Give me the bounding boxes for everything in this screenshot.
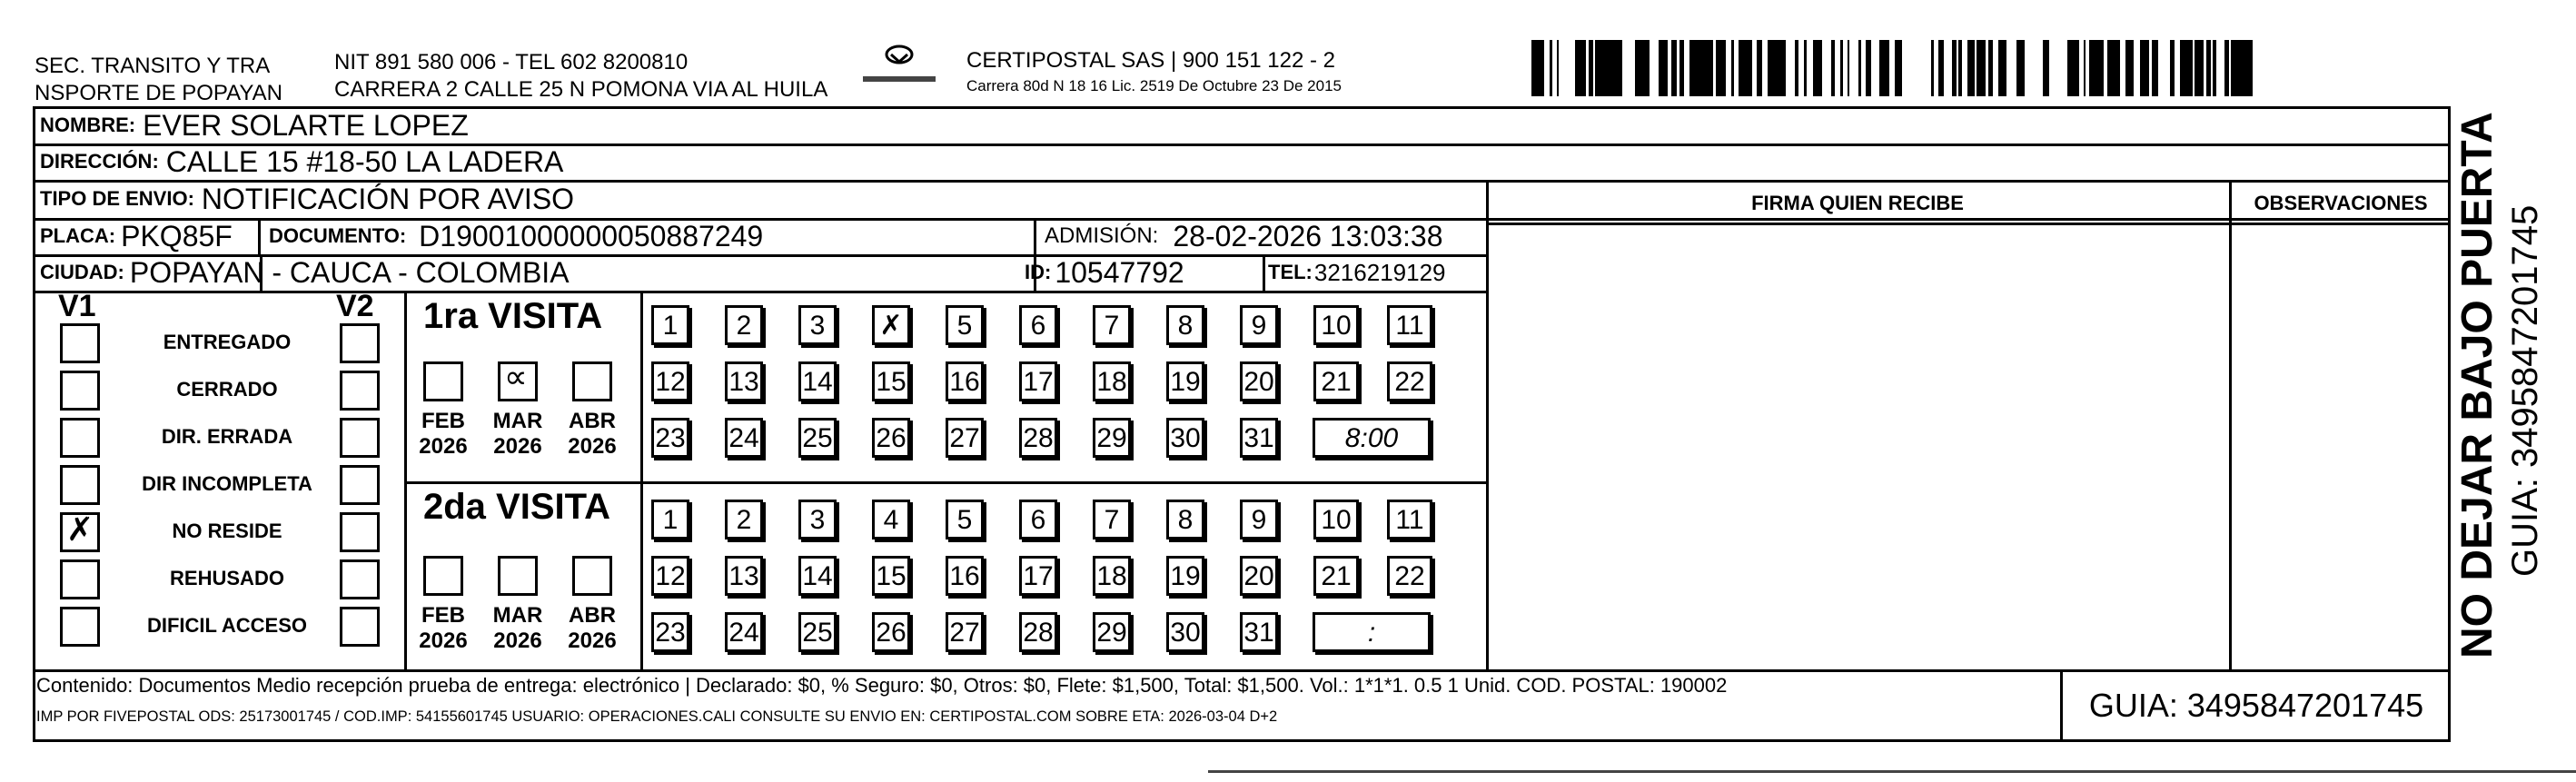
visit1-month-checkbox[interactable] <box>572 361 612 401</box>
visit1-month-name: FEB <box>421 409 465 433</box>
barcode-bar <box>2067 40 2071 96</box>
barcode-bar <box>2180 40 2185 96</box>
divider <box>258 218 261 254</box>
barcode-bar <box>1541 40 1544 96</box>
barcode-bar <box>2004 40 2006 96</box>
visit1-day-box[interactable]: 22 <box>1387 361 1432 401</box>
visit2-day-box[interactable]: 6 <box>1019 500 1057 539</box>
barcode-bar <box>1952 40 1957 96</box>
nombre-value: EVER SOLARTE LOPEZ <box>143 108 469 142</box>
barcode-bar <box>1868 40 1871 96</box>
barcode-bar <box>2076 40 2079 96</box>
visit1-day-box[interactable]: 13 <box>725 361 763 401</box>
barcode-bar <box>2022 40 2025 96</box>
logo-icon <box>858 40 940 94</box>
barcode-bar <box>1879 40 1884 96</box>
direccion-value: CALLE 15 #18-50 LA LADERA <box>165 144 564 178</box>
visit1-day-box[interactable]: 12 <box>651 361 689 401</box>
barcode-bar <box>1988 40 1993 96</box>
sender-line1: SEC. TRANSITO Y TRA <box>35 54 271 78</box>
barcode-bar <box>2102 40 2104 96</box>
visit1-day-box[interactable]: 29 <box>1093 418 1131 458</box>
barcode-bar <box>1740 40 1744 96</box>
barcode-bar <box>2140 40 2144 96</box>
barcode-bar <box>1780 40 1786 96</box>
barcode-bar <box>1604 40 1607 96</box>
visit1-day-box[interactable]: 10 <box>1313 305 1359 345</box>
visit1-month-year: 2026 <box>419 434 468 459</box>
visit1-month-checkbox[interactable] <box>498 361 538 401</box>
barcode-bar <box>2113 40 2115 96</box>
barcode-bar <box>2043 40 2047 96</box>
ciudad-label: CIUDAD: <box>40 261 124 283</box>
barcode-bar <box>1531 40 1534 96</box>
barcode-bar <box>1720 40 1722 96</box>
divider <box>404 481 1486 484</box>
status-label: REHUSADO <box>170 567 284 589</box>
visit1-day-box[interactable]: 25 <box>798 418 837 458</box>
visit1-day-box[interactable]: 26 <box>872 418 910 458</box>
barcode-icon <box>1526 40 2262 96</box>
status-label: CERRADO <box>176 378 278 401</box>
visit2-day-box[interactable]: 20 <box>1240 556 1278 596</box>
sender-name <box>35 53 282 107</box>
visit1-day-box[interactable]: 17 <box>1019 361 1057 401</box>
barcode-bar <box>2071 40 2076 96</box>
side-warning: NO DEJAR BAJO PUERTA <box>2453 112 2502 658</box>
barcode-bar <box>1938 40 1940 96</box>
id-field <box>1025 254 1184 291</box>
status-label: NO RESIDE <box>172 520 282 542</box>
footer-imp: IMP POR FIVEPOSTAL ODS: 25173001745 / COD.IMP: 54155601745 USUARIO: OPERACIONES.CALI CONSULTE SU ENVIO EN: CERTIPOSTAL.COM SOBRE ETA: 2026-03-04 D+2 <box>36 708 1278 725</box>
barcode-bar <box>1848 40 1849 96</box>
id-value: 10547792 <box>1055 255 1184 289</box>
id-label: ID: <box>1025 261 1052 283</box>
visit2-day-box[interactable]: 16 <box>946 556 984 596</box>
tipo-label: TIPO DE ENVIO: <box>40 187 194 210</box>
barcode-bar <box>1817 40 1822 96</box>
admision-field <box>1045 218 1442 254</box>
ciudad-value: POPAYAN - CAUCA - COLOMBIA <box>129 255 570 289</box>
visit2-day-box[interactable]: 28 <box>1019 612 1057 652</box>
barcode-bar <box>1795 40 1798 96</box>
check-mark-icon: ∝ <box>504 359 528 396</box>
barcode-bar <box>2185 40 2188 96</box>
check-mark-icon: ✗ <box>66 511 94 549</box>
barcode-bar <box>1749 40 1752 96</box>
visit2-month-name: MAR <box>492 603 543 628</box>
barcode-bar <box>1980 40 1986 96</box>
barcode-bar <box>1831 40 1835 96</box>
visit2-day-box[interactable]: 15 <box>872 556 910 596</box>
documento-label: DOCUMENTO: <box>269 224 407 247</box>
barcode-bar <box>1897 40 1902 96</box>
visit1-month-label <box>407 409 480 460</box>
barcode-bar <box>1666 40 1668 96</box>
visit2-month-year: 2026 <box>568 629 617 653</box>
barcode-bar <box>1708 40 1713 96</box>
visit2-month-checkbox[interactable] <box>498 556 538 596</box>
status-v2-checkbox[interactable] <box>340 418 380 458</box>
visit2-day-box[interactable]: 19 <box>1166 556 1204 596</box>
admision-value: 28-02-2026 13:03:38 <box>1173 219 1443 252</box>
barcode-bar <box>2131 40 2134 96</box>
visit1-day-box[interactable]: 21 <box>1313 361 1359 401</box>
barcode-bar <box>1704 40 1708 96</box>
visit2-day-box[interactable]: 2 <box>725 500 763 539</box>
observaciones-area[interactable] <box>2232 225 2450 669</box>
visit1-day-box[interactable]: 14 <box>798 361 837 401</box>
barcode-bar <box>1770 40 1775 96</box>
visit1-month-name: ABR <box>569 409 616 433</box>
barcode-bar <box>1661 40 1666 96</box>
nombre-row <box>40 107 469 144</box>
visit2-month-year: 2026 <box>493 629 542 653</box>
barcode-bar <box>2144 40 2149 96</box>
v2-header: V2 <box>336 289 374 323</box>
visit1-day-box[interactable]: 11 <box>1387 305 1432 345</box>
footer-guia: GUIA: 3495847201745 <box>2088 687 2424 724</box>
barcode-bar <box>1577 40 1580 96</box>
barcode-bar <box>1931 40 1934 96</box>
status-label: DIR. ERRADA <box>161 425 293 448</box>
divider <box>1263 254 1265 291</box>
barcode-bar <box>1695 40 1698 96</box>
company-address: Carrera 80d N 18 16 Lic. 2519 De Octubre 23 De 2015 <box>966 77 1342 94</box>
visit1-day-box[interactable]: 3 <box>798 305 837 345</box>
barcode-bar <box>1539 40 1541 96</box>
visit2-day-box[interactable]: 22 <box>1387 556 1432 596</box>
barcode-bar <box>2188 40 2193 96</box>
visit1-time-box[interactable]: 8:00 <box>1313 418 1431 458</box>
barcode-bar <box>2198 40 2204 96</box>
status-label: ENTREGADO <box>163 331 292 353</box>
barcode-bar <box>2152 40 2156 96</box>
tipo-value: NOTIFICACIÓN POR AVISO <box>201 182 575 215</box>
barcode <box>1526 40 2262 96</box>
side-guia: GUIA: 3495847201745 <box>2505 204 2545 577</box>
barcode-bar <box>2047 40 2049 96</box>
barcode-bar <box>1611 40 1613 96</box>
visit1-day-box[interactable]: 6 <box>1019 305 1057 345</box>
barcode-bar <box>1716 40 1720 96</box>
barcode-bar <box>1640 40 1643 96</box>
barcode-bar <box>2213 40 2216 96</box>
visit1-day-box[interactable]: 5 <box>946 305 984 345</box>
barcode-bar <box>1977 40 1980 96</box>
visit1-month-year: 2026 <box>493 434 542 459</box>
barcode-bar <box>1768 40 1770 96</box>
visit2-time-box[interactable]: : <box>1313 612 1431 652</box>
v1-header: V1 <box>58 289 96 323</box>
visit2-day-box[interactable]: 3 <box>798 500 837 539</box>
visit2-month-year: 2026 <box>419 629 468 653</box>
barcode-bar <box>2224 40 2229 96</box>
barcode-bar <box>1731 40 1734 96</box>
visit2-day-box[interactable]: 12 <box>651 556 689 596</box>
barcode-bar <box>2125 40 2131 96</box>
admision-label: ADMISIÓN: <box>1045 223 1159 248</box>
barcode-bar <box>1958 40 1962 96</box>
visit2-day-box[interactable]: 30 <box>1166 612 1204 652</box>
barcode-bar <box>2115 40 2120 96</box>
barcode-bar <box>1775 40 1777 96</box>
visit1-day-box[interactable]: 15 <box>872 361 910 401</box>
tipo-row <box>40 180 574 218</box>
visit2-day-box[interactable]: 31 <box>1240 612 1278 652</box>
barcode-bar <box>1858 40 1861 96</box>
barcode-bar <box>1698 40 1702 96</box>
barcode-bar <box>2089 40 2095 96</box>
barcode-bar <box>1884 40 1886 96</box>
visit2-day-box[interactable]: 18 <box>1093 556 1131 596</box>
visit2-month-checkbox[interactable] <box>572 556 612 596</box>
nombre-label: NOMBRE: <box>40 114 136 136</box>
barcode-bar <box>1635 40 1640 96</box>
address-line: CARRERA 2 CALLE 25 N POMONA VIA AL HUILA <box>334 77 828 102</box>
barcode-bar <box>1643 40 1648 96</box>
barcode-bar <box>1744 40 1749 96</box>
visit2-day-box[interactable]: 7 <box>1093 500 1131 539</box>
barcode-bar <box>1813 40 1817 96</box>
barcode-bar <box>1886 40 1889 96</box>
visit2-month-label <box>481 603 554 654</box>
visit1-day-box[interactable]: 7 <box>1093 305 1131 345</box>
visit2-day-box[interactable]: 21 <box>1313 556 1359 596</box>
visit2-day-box[interactable]: 25 <box>798 612 837 652</box>
status-label: DIR INCOMPLETA <box>142 472 312 495</box>
barcode-bar <box>2084 40 2086 96</box>
visit1-day-box[interactable]: 23 <box>651 418 689 458</box>
visit1-day-box[interactable]: 24 <box>725 418 763 458</box>
visit2-day-box[interactable]: 11 <box>1387 500 1432 539</box>
visit2-day-box[interactable]: 13 <box>725 556 763 596</box>
placa-field <box>40 218 233 254</box>
sender-line2: NSPORTE DE POPAYAN <box>35 81 282 105</box>
visit2-day-box[interactable]: 17 <box>1019 556 1057 596</box>
tel-value: 3216219129 <box>1313 258 1446 286</box>
status-label: DIFICIL ACCESO <box>146 614 307 637</box>
barcode-bar <box>1967 40 1970 96</box>
barcode-bar <box>1940 40 1944 96</box>
visit2-day-box[interactable]: 29 <box>1093 612 1131 652</box>
signature-area[interactable] <box>1489 225 2229 669</box>
barcode-bar <box>2016 40 2022 96</box>
status-v2-checkbox[interactable] <box>340 465 380 505</box>
barcode-bar <box>1689 40 1695 96</box>
visit1-day-box[interactable]: 2 <box>725 305 763 345</box>
visit1-day-box[interactable]: 28 <box>1019 418 1057 458</box>
visit2-month-checkbox[interactable] <box>423 556 463 596</box>
visit2-day-box[interactable]: 1 <box>651 500 689 539</box>
visit1-day-box[interactable]: 19 <box>1166 361 1204 401</box>
barcode-bar <box>1613 40 1617 96</box>
visit1-month-label <box>556 409 629 460</box>
placa-label: PLACA: <box>40 224 116 247</box>
barcode-bar <box>1648 40 1650 96</box>
visit2-month-label <box>407 603 480 654</box>
ciudad-field <box>40 254 570 291</box>
status-v2-checkbox[interactable] <box>340 371 380 411</box>
barcode-bar <box>1575 40 1577 96</box>
barcode-bar <box>1970 40 1975 96</box>
barcode-bar <box>1759 40 1762 96</box>
visit1-title: 1ra VISITA <box>423 296 603 336</box>
barcode-bar <box>2097 40 2102 96</box>
visit2-day-box[interactable]: 5 <box>946 500 984 539</box>
status-v2-checkbox[interactable] <box>340 607 380 647</box>
barcode-bar <box>1534 40 1539 96</box>
barcode-bar <box>2195 40 2198 96</box>
direccion-label: DIRECCIÓN: <box>40 150 159 173</box>
page-edge <box>1208 770 2576 773</box>
visit1-day-box[interactable]: 18 <box>1093 361 1131 401</box>
barcode-bar <box>2107 40 2113 96</box>
visit2-day-box[interactable]: 10 <box>1313 500 1359 539</box>
barcode-bar <box>1739 40 1740 96</box>
visit1-day-box[interactable]: 31 <box>1240 418 1278 458</box>
direccion-row <box>40 144 563 180</box>
tel-field <box>1268 254 1446 291</box>
status-v2-checkbox[interactable] <box>340 323 380 363</box>
visit1-day-box[interactable]: 20 <box>1240 361 1278 401</box>
barcode-bar <box>2231 40 2234 96</box>
documento-field <box>269 218 763 254</box>
visit1-day-box[interactable]: 30 <box>1166 418 1204 458</box>
company-line: CERTIPOSTAL SAS | 900 151 122 - 2 <box>966 48 1335 73</box>
visit2-day-box[interactable]: 24 <box>725 612 763 652</box>
visit1-day-box[interactable]: 27 <box>946 418 984 458</box>
barcode-bar <box>2247 40 2249 96</box>
barcode-bar <box>1722 40 1726 96</box>
visit2-day-box[interactable]: 14 <box>798 556 837 596</box>
visit2-title: 2da VISITA <box>423 487 610 527</box>
barcode-bar <box>2095 40 2097 96</box>
visit2-day-box[interactable]: 27 <box>946 612 984 652</box>
visit1-month-checkbox[interactable] <box>423 361 463 401</box>
visit1-month-name: MAR <box>492 409 543 433</box>
observaciones-header: OBSERVACIONES <box>2254 192 2428 214</box>
barcode-bar <box>2240 40 2243 96</box>
check-mark-icon: ✗ <box>879 310 903 342</box>
barcode-bar <box>1804 40 1807 96</box>
barcode-bar <box>2170 40 2175 96</box>
documento-value: D19001000000050887249 <box>419 219 764 252</box>
barcode-bar <box>1679 40 1684 96</box>
barcode-bar <box>1702 40 1704 96</box>
status-v2-checkbox[interactable] <box>340 559 380 599</box>
barcode-bar <box>1895 40 1897 96</box>
divider <box>640 291 643 669</box>
barcode-bar <box>1998 40 2004 96</box>
barcode-bar <box>1599 40 1604 96</box>
visit2-day-box[interactable]: 23 <box>651 612 689 652</box>
visit2-day-box[interactable]: 8 <box>1166 500 1204 539</box>
barcode-bar <box>1595 40 1599 96</box>
barcode-bar <box>1777 40 1780 96</box>
barcode-bar <box>1866 40 1868 96</box>
barcode-bar <box>1607 40 1611 96</box>
barcode-bar <box>1557 40 1559 96</box>
barcode-bar <box>2249 40 2253 96</box>
visit1-day-box[interactable]: 16 <box>946 361 984 401</box>
barcode-bar <box>1580 40 1586 96</box>
status-v2-checkbox[interactable] <box>340 512 380 552</box>
barcode-bar <box>2156 40 2158 96</box>
nit-line: NIT 891 580 006 - TEL 602 8200810 <box>334 50 689 74</box>
certipostal-logo <box>858 40 940 94</box>
barcode-bar <box>1589 40 1593 96</box>
sender-info <box>334 49 827 104</box>
barcode-bar <box>1757 40 1759 96</box>
barcode-bar <box>2234 40 2240 96</box>
barcode-bar <box>2206 40 2211 96</box>
barcode-bar <box>1550 40 1552 96</box>
divider <box>33 291 1486 293</box>
visit1-month-year: 2026 <box>568 434 617 459</box>
tel-label: TEL: <box>1268 261 1313 283</box>
visit2-month-name: ABR <box>569 603 616 628</box>
footer-contenido: Contenido: Documentos Medio recepción prueba de entrega: electrónico | Declarado: $0, % Seguro: $0, Otros: $0, Flete: $1,500, Total: $1,500. Vol.: 1*1*1. 0.5 1 Unid. COD. POSTAL: 190002 <box>36 674 1728 697</box>
visit1-month-label <box>481 409 554 460</box>
barcode-bar <box>1659 40 1661 96</box>
visit2-day-box[interactable]: 26 <box>872 612 910 652</box>
visit2-day-box[interactable]: 4 <box>872 500 910 539</box>
visit2-day-box[interactable]: 9 <box>1240 500 1278 539</box>
barcode-bar <box>1671 40 1677 96</box>
visit2-month-name: FEB <box>421 603 465 628</box>
barcode-bar <box>1840 40 1843 96</box>
barcode-bar <box>2243 40 2247 96</box>
placa-value: PKQ85F <box>121 219 233 252</box>
visit1-day-box[interactable]: 1 <box>651 305 689 345</box>
visit1-day-box[interactable] <box>872 305 910 345</box>
visit1-day-box[interactable]: 9 <box>1240 305 1278 345</box>
barcode-bar <box>1617 40 1622 96</box>
visit1-day-box[interactable]: 8 <box>1166 305 1204 345</box>
firma-header: FIRMA QUIEN RECIBE <box>1751 192 1964 214</box>
visit2-month-label <box>556 603 629 654</box>
